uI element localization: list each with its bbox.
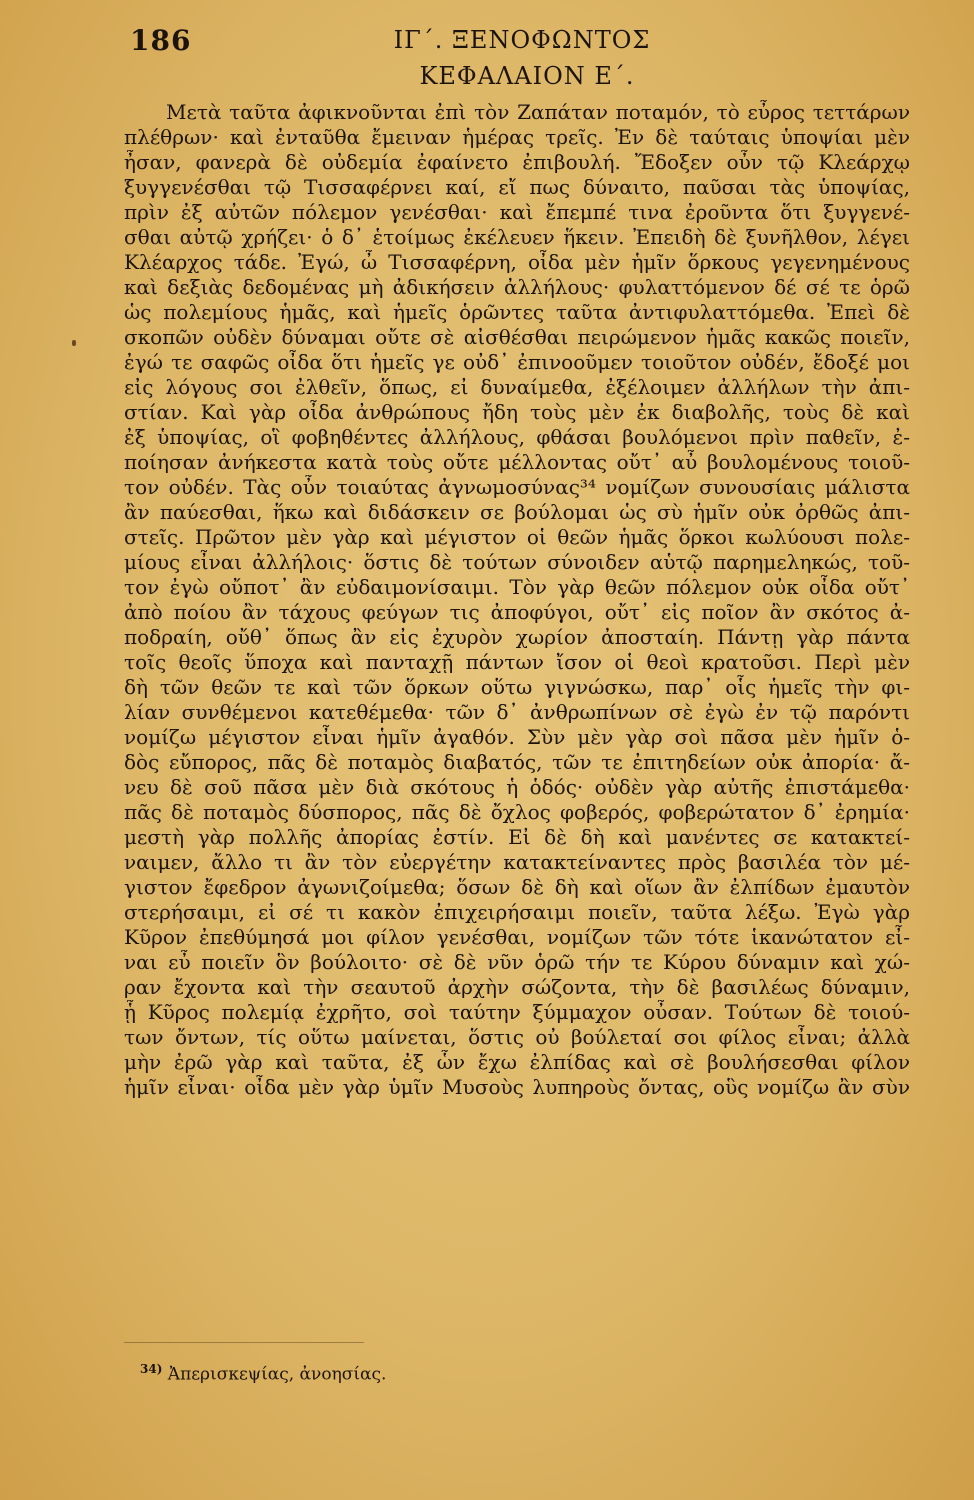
page-number: 186 [130,24,192,57]
text-line: τον οὐδέν. Τὰς οὖν τοιαύτας ἀγνωμοσύνας³⁴ νομίζων συνουσίαις μάλιστα [124,475,910,499]
text-line: σκοπῶν οὐδὲν δύναμαι οὔτε σὲ αἰσθέσθαι πειρώμενον ἡμᾶς κακῶς ποιεῖν, [124,325,910,349]
text-line: εἰς λόγους σοι ἐλθεῖν, ὅπως, εἰ δυναίμεθα, ἐξέλοιμεν ἀλλήλων τὴν ἀπι- [124,375,910,399]
running-title: ΙΓ΄. ΞΕΝΟΦΩΝΤΟΣ [393,26,651,54]
text-line: των ὄντων, τίς οὕτω μαίνεται, ὅστις οὐ βούλεταί σοι φίλος εἶναι; ἀλλὰ [124,1025,910,1049]
text-line: δὸς εὔπορος, πᾶς δὲ ποταμὸς διαβατός, τῶν τε ἐπιτηδείων οὐκ ἀπορία· ἄ- [124,750,910,774]
text-line: νευ δὲ σοῦ πᾶσα μὲν διὰ σκότους ἡ ὁδός· οὐδὲν γὰρ αὐτῆς ἐπιστάμεθα· [124,775,910,799]
text-line: τοῖς θεοῖς ὕποχα καὶ πανταχῇ πάντων ἴσον οἱ θεοὶ κρατοῦσι. Περὶ μὲν [124,650,910,674]
text-line: ποίησαν ἀνήκεστα κατὰ τοὺς οὔτε μέλλοντας οὔτ᾽ αὖ βουλομένους τοιοῦ- [124,450,910,474]
footnote [140,1362,386,1385]
text-line: ναιμεν, ἄλλο τι ἂν τὸν εὐεργέτην κατακτείναντες πρὸς βασιλέα τὸν μέ- [124,850,910,874]
text-line: ᾗ Κῦρος πολεμίᾳ ἐχρῆτο, σοὶ ταύτην ξύμμαχον οὖσαν. Τούτων δὲ τοιού- [124,1000,910,1024]
text-line: ποδραίη, οὔθ᾽ ὅπως ἂν εἰς ἐχυρὸν χωρίον ἀποσταίη. Πάντῃ γὰρ πάντα [124,625,910,649]
text-line: σθαι αὐτῷ χρήζει· ὁ δ᾽ ἑτοίμως ἐκέλευεν ἥκειν. Ἐπειδὴ δὲ ξυνῆλθον, λέγει [124,225,910,249]
text-line: τον ἐγὼ οὔποτ᾽ ἂν εὐδαιμονίσαιμι. Τὸν γὰρ θεῶν πόλεμον οὐκ οἶδα οὔτ᾽ [124,575,910,599]
text-line [124,1100,910,1125]
text-line: δὴ τῶν θεῶν τε καὶ τῶν ὅρκων οὕτω γιγνώσκω, παρ᾽ οἷς ἡμεῖς τὴν φι- [124,675,910,699]
footnote-divider [124,1342,364,1343]
text-line: μὴν ἐρῶ γὰρ καὶ ταῦτα, ἐξ ὧν ἔχω ἐλπίδας καὶ σὲ βουλήσεσθαι φίλον [124,1050,910,1074]
text-line: νομίζω μέγιστον εἶναι ἡμῖν ἀγαθόν. Σὺν μὲν γὰρ σοὶ πᾶσα μὲν ἡμῖν ὁ- [124,725,910,749]
text-line: πρὶν ἐξ αὐτῶν πόλεμον γενέσθαι· καὶ ἔπεμπέ τινα ἐροῦντα ὅτι ξυγγενέ- [124,200,910,224]
margin-ink-mark [72,340,76,346]
text-line: ἐξ ὑποψίας, οἳ φοβηθέντες ἀλλήλους, φθάσαι βουλόμενοι πρὶν παθεῖν, ἐ- [124,425,910,449]
text-line: στερήσαιμι, εἰ σέ τι κακὸν ἐπιχειρήσαιμι ποιεῖν, ταῦτα λέξω. Ἐγὼ γὰρ [124,900,910,924]
text-line: στεῖς. Πρῶτον μὲν γὰρ καὶ μέγιστον οἱ θεῶν ἡμᾶς ὅρκοι κωλύουσι πολε- [124,525,910,549]
text-line: ἂν παύεσθαι, ἥκω καὶ διδάσκειν σε βούλομαι ὡς σὺ ἡμῖν οὐκ ὀρθῶς ἀπι- [124,500,910,524]
text-line: μίους εἶναι ἀλλήλοις· ὅστις δὲ τούτων σύνοιδεν αὑτῷ παρημεληκώς, τοῦ- [124,550,910,574]
text-line: στίαν. Καὶ γὰρ οἶδα ἀνθρώπους ἤδη τοὺς μὲν ἐκ διαβολῆς, τοὺς δὲ καὶ [124,400,910,424]
text-line: ἐγώ τε σαφῶς οἶδα ὅτι ἡμεῖς γε οὐδ᾽ ἐπινοοῦμεν τοιοῦτον οὐδέν, ἔδοξέ μοι [124,350,910,374]
text-line: Κλέαρχος τάδε. Ἐγώ, ὦ Τισσαφέρνη, οἶδα μὲν ἡμῖν ὅρκους γεγενημένους [124,250,910,274]
footnote-marker: 34) [140,1362,163,1376]
text-line: μεστὴ γὰρ πολλῆς ἀπορίας ἐστίν. Εἰ δὲ δὴ καὶ μανέντες σε κατακτεί- [124,825,910,849]
text-line: ναι εὖ ποιεῖν ὃν βούλοιτο· σὲ δὲ νῦν ὁρῶ τήν τε Κύρου δύναμιν καὶ χώ- [124,950,910,974]
text-line: ἡμῖν εἶναι· οἶδα μὲν γὰρ ὑμῖν Μυσοὺς λυπηροὺς ὄντας, οὓς νομίζω ἂν σὺν [124,1075,910,1099]
text-line: καὶ δεξιὰς δεδομένας μὴ ἀδικήσειν ἀλλήλους· φυλαττόμενον δέ σέ τε ὁρῶ [124,275,910,299]
text-line: ἦσαν, φανερὰ δὲ οὐδεμία ἐφαίνετο ἐπιβουλή. Ἔδοξεν οὖν τῷ Κλεάρχῳ [124,150,910,174]
text-line: Κῦρον ἐπεθύμησά μοι φίλον γενέσθαι, νομίζων τῶν τότε ἱκανώτατον εἶ- [124,925,910,949]
text-line: γιστον ἔφεδρον ἀγωνιζοίμεθα; ὅσων δὲ δὴ καὶ οἵων ἂν ἐλπίδων ἐμαυτὸν [124,875,910,899]
text-line: πλέθρων· καὶ ἐνταῦθα ἔμειναν ἡμέρας τρεῖς. Ἐν δὲ ταύταις ὑποψίαι μὲν [124,125,910,149]
text-line: ξυγγενέσθαι τῷ Τισσαφέρνει καί, εἴ πως δύναιτο, παῦσαι τὰς ὑποψίας, [124,175,910,199]
text-line: πᾶς δὲ ποταμὸς δύσπορος, πᾶς δὲ ὄχλος φοβερός, φοβερώτατον δ᾽ ἐρημία· [124,800,910,824]
text-line: Μετὰ ταῦτα ἀφικνοῦνται ἐπὶ τὸν Ζαπάταν ποταμόν, τὸ εὖρος τεττάρων [166,100,910,124]
text-line: ἀπὸ ποίου ἂν τάχους φεύγων τις ἀποφύγοι, οὔτ᾽ εἰς ποῖον ἂν σκότος ἀ- [124,600,910,624]
footnote-text: Ἀπερισκεψίας, ἀνοησίας. [167,1364,387,1385]
chapter-title: ΚΕΦΑΛΑΙΟΝ Ε΄. [419,62,635,90]
text-line: ὡς πολεμίους ἡμᾶς, καὶ ἡμεῖς ὁρῶντες ταῦτα ἀντιφυλαττόμεθα. Ἐπεὶ δὲ [124,300,910,324]
text-line: ραν ἔχοντα καὶ τὴν σεαυτοῦ ἀρχὴν σώζοντα, τὴν δὲ βασιλέως δύναμιν, [124,975,910,999]
chapter-body-text [124,100,910,1125]
text-line: λίαν συνθέμενοι κατεθέμεθα· τῶν δ᾽ ἀνθρωπίνων σὲ ἐγὼ ἐν τῷ παρόντι [124,700,910,724]
